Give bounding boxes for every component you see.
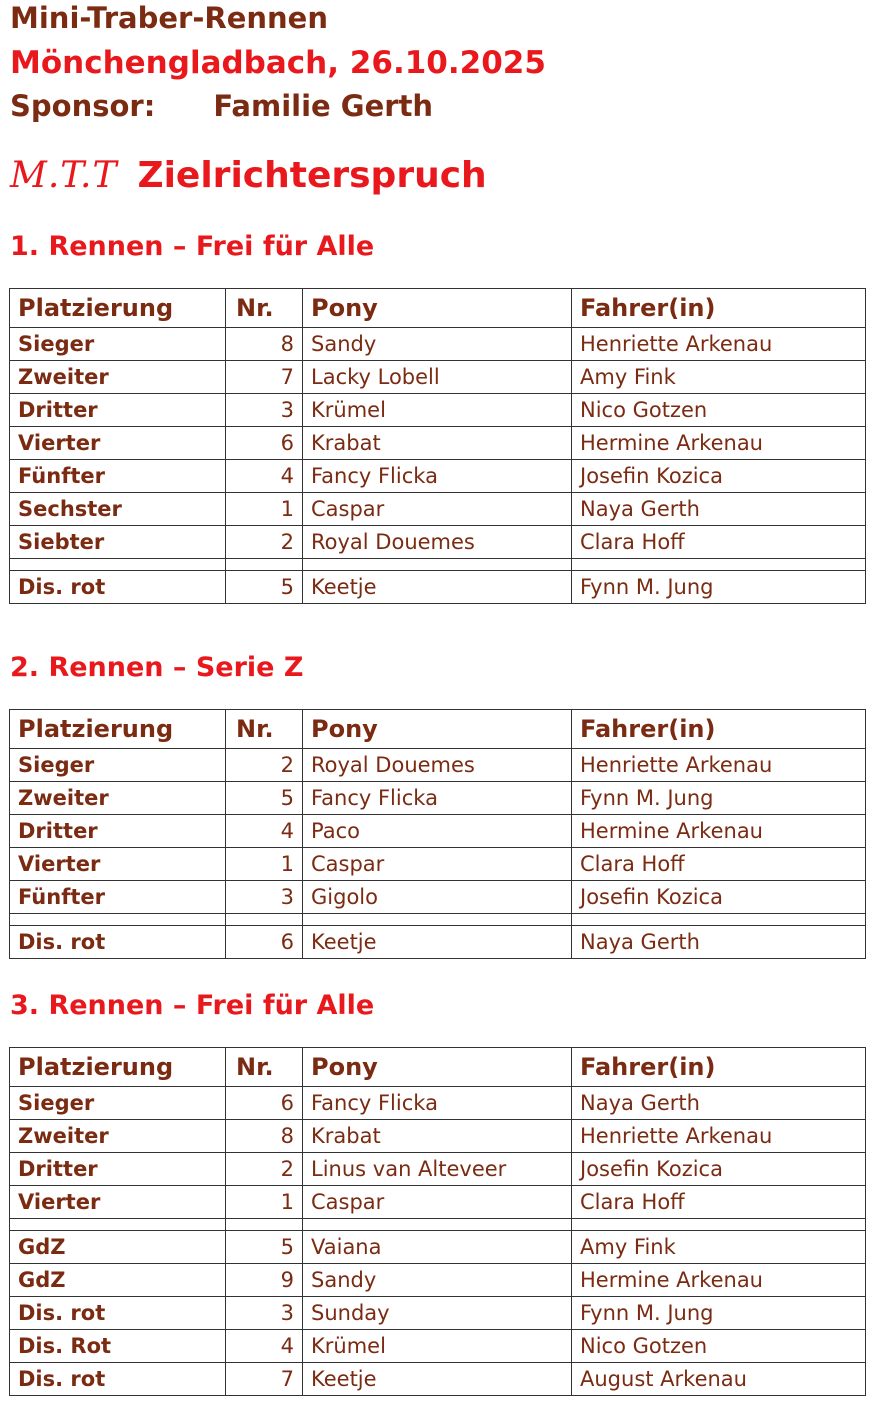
race-1-table xyxy=(9,288,866,604)
table-header-row xyxy=(10,710,866,749)
nr-cell: 8 xyxy=(226,328,303,361)
nr-cell: 4 xyxy=(226,815,303,848)
spacer-cell xyxy=(226,559,303,571)
spacer-cell xyxy=(226,1219,303,1231)
pony-cell: Royal Douemes xyxy=(303,749,572,782)
nr-cell: 7 xyxy=(226,1363,303,1396)
pony-cell: Keetje xyxy=(303,571,572,604)
driver-cell: Clara Hoff xyxy=(572,1186,866,1219)
race-3-title: 3. Rennen – Frei für Alle xyxy=(10,990,375,1021)
driver-cell: Nico Gotzen xyxy=(572,394,866,427)
table-row xyxy=(10,815,866,848)
pony-cell: Krümel xyxy=(303,1330,572,1363)
table-row xyxy=(10,1330,866,1363)
place-cell: Dritter xyxy=(10,1153,226,1186)
driver-cell: Nico Gotzen xyxy=(572,1330,866,1363)
table-row xyxy=(10,460,866,493)
table-row xyxy=(10,1087,866,1120)
driver-cell: Naya Gerth xyxy=(572,493,866,526)
pony-cell: Paco xyxy=(303,815,572,848)
sponsor-value: Familie Gerth xyxy=(213,89,434,123)
nr-cell: 3 xyxy=(226,394,303,427)
spacer-cell xyxy=(303,559,572,571)
place-cell: Dis. Rot xyxy=(10,1330,226,1363)
spacer-cell xyxy=(10,1219,226,1231)
place-cell: Zweiter xyxy=(10,361,226,394)
spacer-cell xyxy=(572,1219,866,1231)
pony-cell: Fancy Flicka xyxy=(303,1087,572,1120)
place-cell: Sieger xyxy=(10,328,226,361)
pony-cell: Keetje xyxy=(303,926,572,959)
event-title: Mini-Traber-Rennen xyxy=(10,1,328,35)
spacer-cell xyxy=(303,1219,572,1231)
nr-cell: 3 xyxy=(226,1297,303,1330)
col-header-pony: Pony xyxy=(303,289,572,328)
table-row xyxy=(10,394,866,427)
col-header-driver: Fahrer(in) xyxy=(572,289,866,328)
nr-cell: 1 xyxy=(226,1186,303,1219)
table-row xyxy=(10,328,866,361)
table-row xyxy=(10,427,866,460)
pony-cell: Sandy xyxy=(303,1264,572,1297)
driver-cell: Josefin Kozica xyxy=(572,460,866,493)
col-header-pony: Pony xyxy=(303,1048,572,1087)
nr-cell: 2 xyxy=(226,526,303,559)
place-cell: Fünfter xyxy=(10,460,226,493)
driver-cell: Fynn M. Jung xyxy=(572,571,866,604)
driver-cell: Henriette Arkenau xyxy=(572,328,866,361)
pony-cell: Caspar xyxy=(303,848,572,881)
col-header-place: Platzierung xyxy=(10,710,226,749)
col-header-driver: Fahrer(in) xyxy=(572,710,866,749)
nr-cell: 6 xyxy=(226,1087,303,1120)
race-2-title: 2. Rennen – Serie Z xyxy=(10,652,304,683)
table-row xyxy=(10,1264,866,1297)
driver-cell: Henriette Arkenau xyxy=(572,749,866,782)
place-cell: Dritter xyxy=(10,394,226,427)
nr-cell: 7 xyxy=(226,361,303,394)
pony-cell: Vaiana xyxy=(303,1231,572,1264)
event-location-date: Mönchengladbach, 26.10.2025 xyxy=(10,45,546,81)
driver-cell: Naya Gerth xyxy=(572,1087,866,1120)
table-row xyxy=(10,1186,866,1219)
pony-cell: Sandy xyxy=(303,328,572,361)
nr-cell: 4 xyxy=(226,1330,303,1363)
pony-cell: Caspar xyxy=(303,493,572,526)
place-cell: Dis. rot xyxy=(10,571,226,604)
place-cell: Siebter xyxy=(10,526,226,559)
nr-cell: 3 xyxy=(226,881,303,914)
nr-cell: 2 xyxy=(226,1153,303,1186)
table-spacer-row xyxy=(10,1219,866,1231)
driver-cell: Hermine Arkenau xyxy=(572,1264,866,1297)
spacer-cell xyxy=(303,914,572,926)
mtt-logo: M.T.T xyxy=(10,155,118,196)
driver-cell: Amy Fink xyxy=(572,1231,866,1264)
driver-cell: Hermine Arkenau xyxy=(572,815,866,848)
driver-cell: August Arkenau xyxy=(572,1363,866,1396)
pony-cell: Krabat xyxy=(303,427,572,460)
table-row xyxy=(10,1153,866,1186)
spacer-cell xyxy=(572,559,866,571)
driver-cell: Fynn M. Jung xyxy=(572,1297,866,1330)
col-header-driver: Fahrer(in) xyxy=(572,1048,866,1087)
nr-cell: 5 xyxy=(226,571,303,604)
nr-cell: 4 xyxy=(226,460,303,493)
col-header-pony: Pony xyxy=(303,710,572,749)
table-row xyxy=(10,526,866,559)
driver-cell: Hermine Arkenau xyxy=(572,427,866,460)
race-2-table xyxy=(9,709,866,959)
table-row xyxy=(10,749,866,782)
table-spacer-row xyxy=(10,914,866,926)
place-cell: GdZ xyxy=(10,1264,226,1297)
nr-cell: 8 xyxy=(226,1120,303,1153)
pony-cell: Krabat xyxy=(303,1120,572,1153)
col-header-nr: Nr. xyxy=(226,710,303,749)
pony-cell: Royal Douemes xyxy=(303,526,572,559)
table-row xyxy=(10,1231,866,1264)
race-1-title: 1. Rennen – Frei für Alle xyxy=(10,231,375,262)
pony-cell: Lacky Lobell xyxy=(303,361,572,394)
document-heading xyxy=(10,155,487,196)
place-cell: Vierter xyxy=(10,848,226,881)
place-cell: Fünfter xyxy=(10,881,226,914)
spacer-cell xyxy=(226,914,303,926)
pony-cell: Krümel xyxy=(303,394,572,427)
nr-cell: 6 xyxy=(226,926,303,959)
place-cell: Dis. rot xyxy=(10,1363,226,1396)
table-row xyxy=(10,571,866,604)
pony-cell: Keetje xyxy=(303,1363,572,1396)
driver-cell: Josefin Kozica xyxy=(572,881,866,914)
pony-cell: Linus van Alteveer xyxy=(303,1153,572,1186)
table-header-row xyxy=(10,1048,866,1087)
col-header-place: Platzierung xyxy=(10,289,226,328)
nr-cell: 2 xyxy=(226,749,303,782)
nr-cell: 1 xyxy=(226,493,303,526)
driver-cell: Clara Hoff xyxy=(572,848,866,881)
col-header-nr: Nr. xyxy=(226,289,303,328)
pony-cell: Sunday xyxy=(303,1297,572,1330)
table-row xyxy=(10,361,866,394)
table-row xyxy=(10,782,866,815)
table-row xyxy=(10,926,866,959)
place-cell: Vierter xyxy=(10,427,226,460)
nr-cell: 5 xyxy=(226,782,303,815)
nr-cell: 9 xyxy=(226,1264,303,1297)
table-row xyxy=(10,881,866,914)
pony-cell: Fancy Flicka xyxy=(303,460,572,493)
heading-text: Zielrichterspruch xyxy=(137,155,487,196)
driver-cell: Amy Fink xyxy=(572,361,866,394)
place-cell: Sieger xyxy=(10,1087,226,1120)
driver-cell: Fynn M. Jung xyxy=(572,782,866,815)
col-header-place: Platzierung xyxy=(10,1048,226,1087)
sponsor-line xyxy=(10,89,434,123)
place-cell: Dis. rot xyxy=(10,926,226,959)
pony-cell: Fancy Flicka xyxy=(303,782,572,815)
place-cell: Sechster xyxy=(10,493,226,526)
place-cell: Sieger xyxy=(10,749,226,782)
nr-cell: 5 xyxy=(226,1231,303,1264)
nr-cell: 1 xyxy=(226,848,303,881)
driver-cell: Josefin Kozica xyxy=(572,1153,866,1186)
table-row xyxy=(10,1297,866,1330)
spacer-cell xyxy=(10,914,226,926)
table-spacer-row xyxy=(10,559,866,571)
col-header-nr: Nr. xyxy=(226,1048,303,1087)
nr-cell: 6 xyxy=(226,427,303,460)
place-cell: Dritter xyxy=(10,815,226,848)
table-row xyxy=(10,1120,866,1153)
table-header-row xyxy=(10,289,866,328)
place-cell: Vierter xyxy=(10,1186,226,1219)
place-cell: Zweiter xyxy=(10,782,226,815)
table-row xyxy=(10,1363,866,1396)
spacer-cell xyxy=(572,914,866,926)
pony-cell: Caspar xyxy=(303,1186,572,1219)
sponsor-label: Sponsor: xyxy=(10,89,156,123)
race-3-table xyxy=(9,1047,866,1396)
table-row xyxy=(10,493,866,526)
table-row xyxy=(10,848,866,881)
driver-cell: Naya Gerth xyxy=(572,926,866,959)
driver-cell: Clara Hoff xyxy=(572,526,866,559)
place-cell: GdZ xyxy=(10,1231,226,1264)
driver-cell: Henriette Arkenau xyxy=(572,1120,866,1153)
place-cell: Zweiter xyxy=(10,1120,226,1153)
spacer-cell xyxy=(10,559,226,571)
place-cell: Dis. rot xyxy=(10,1297,226,1330)
pony-cell: Gigolo xyxy=(303,881,572,914)
